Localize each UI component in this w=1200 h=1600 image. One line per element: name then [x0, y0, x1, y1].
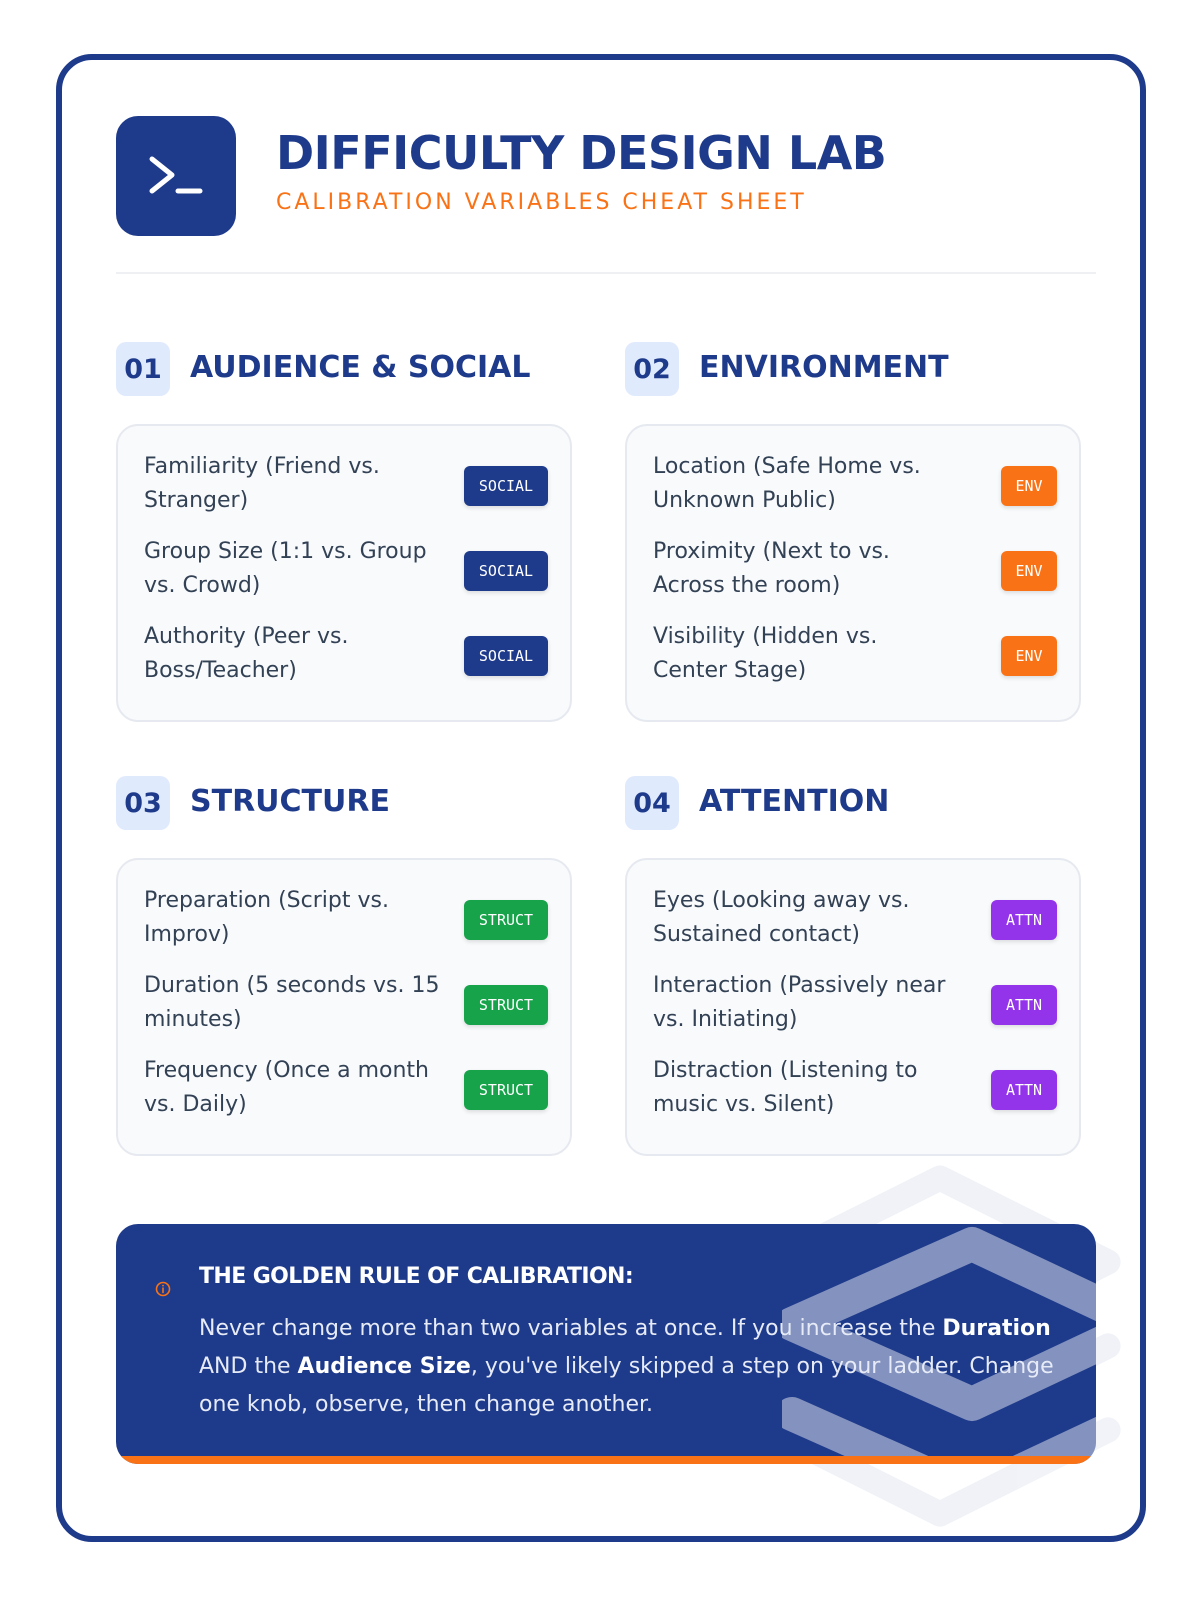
variable-item [653, 620, 1057, 690]
variable-label: Eyes (Looking away vs. Sustained contact) [653, 888, 910, 947]
golden-rule-text-part: AND the [199, 1354, 298, 1379]
category-badge: ENV [1001, 551, 1057, 591]
section-title: AUDIENCE & SOCIAL [190, 350, 531, 385]
section-environment [625, 342, 1081, 683]
section-number: 01 [116, 342, 170, 396]
variable-item [653, 450, 1057, 520]
golden-rule-text [199, 1310, 1059, 1424]
section-number: 04 [625, 776, 679, 830]
page-subtitle: CALIBRATION VARIABLES CHEAT SHEET [276, 190, 807, 215]
variable-item [144, 535, 548, 605]
cheat-sheet-card [56, 54, 1146, 1542]
variable-label: Familiarity (Friend vs. Stranger) [144, 454, 380, 513]
variable-item [144, 620, 548, 690]
variable-label: Location (Safe Home vs. Unknown Public) [653, 454, 921, 513]
section-audience-social [116, 342, 572, 683]
golden-rule-text-part: , you've likely skipped a step on your ladder. Change one knob, observe, then change another. [199, 1354, 1054, 1417]
variable-label: Frequency (Once a month vs. Daily) [144, 1058, 429, 1117]
variable-label: Preparation (Script vs. Improv) [144, 888, 389, 947]
variable-item [144, 1054, 548, 1124]
terminal-prompt-icon [146, 151, 206, 201]
golden-rule-bold-duration: Duration [942, 1316, 1051, 1341]
section-title: STRUCTURE [190, 784, 390, 819]
variable-item [144, 884, 548, 954]
section-number: 02 [625, 342, 679, 396]
category-badge: STRUCT [464, 900, 548, 940]
variables-card [625, 424, 1081, 722]
section-header [116, 776, 572, 832]
variable-item [653, 1054, 1057, 1124]
golden-rule-accent-bar [116, 1456, 1096, 1464]
golden-rule-callout [116, 1224, 1096, 1464]
section-number: 03 [116, 776, 170, 830]
variable-item [653, 969, 1057, 1039]
section-title: ENVIRONMENT [699, 350, 949, 385]
category-badge: STRUCT [464, 985, 548, 1025]
variable-label: Authority (Peer vs. Boss/Teacher) [144, 624, 349, 683]
variable-label: Group Size (1:1 vs. Group vs. Crowd) [144, 539, 427, 598]
section-title: ATTENTION [699, 784, 890, 819]
variables-card [116, 424, 572, 722]
header-divider [116, 272, 1096, 274]
info-icon [154, 1280, 172, 1298]
logo [116, 116, 236, 236]
section-structure [116, 776, 572, 1117]
category-badge: ATTN [991, 985, 1057, 1025]
category-badge: SOCIAL [464, 636, 548, 676]
category-badge: STRUCT [464, 1070, 548, 1110]
category-badge: ATTN [991, 1070, 1057, 1110]
variable-item [653, 884, 1057, 954]
variable-label: Proximity (Next to vs. Across the room) [653, 539, 890, 598]
golden-rule-bold-audience: Audience Size [297, 1354, 471, 1379]
section-header [116, 342, 572, 398]
variable-label: Duration (5 seconds vs. 15 minutes) [144, 973, 440, 1032]
variable-item [653, 535, 1057, 605]
section-header [625, 342, 1081, 398]
section-header [625, 776, 1081, 832]
category-badge: SOCIAL [464, 466, 548, 506]
variable-label: Interaction (Passively near vs. Initiating) [653, 973, 946, 1032]
variable-label: Visibility (Hidden vs. Center Stage) [653, 624, 878, 683]
variables-card [116, 858, 572, 1156]
page-title: DIFFICULTY DESIGN LAB [276, 126, 887, 180]
variable-label: Distraction (Listening to music vs. Silent) [653, 1058, 918, 1117]
category-badge: SOCIAL [464, 551, 548, 591]
variable-item [144, 969, 548, 1039]
golden-rule-title: THE GOLDEN RULE OF CALIBRATION: [199, 1264, 634, 1289]
variables-card [625, 858, 1081, 1156]
golden-rule-text-part: Never change more than two variables at once. If you increase the [199, 1316, 943, 1341]
section-attention [625, 776, 1081, 1117]
variable-item [144, 450, 548, 520]
category-badge: ENV [1001, 636, 1057, 676]
category-badge: ENV [1001, 466, 1057, 506]
page-header [116, 116, 1096, 276]
category-badge: ATTN [991, 900, 1057, 940]
